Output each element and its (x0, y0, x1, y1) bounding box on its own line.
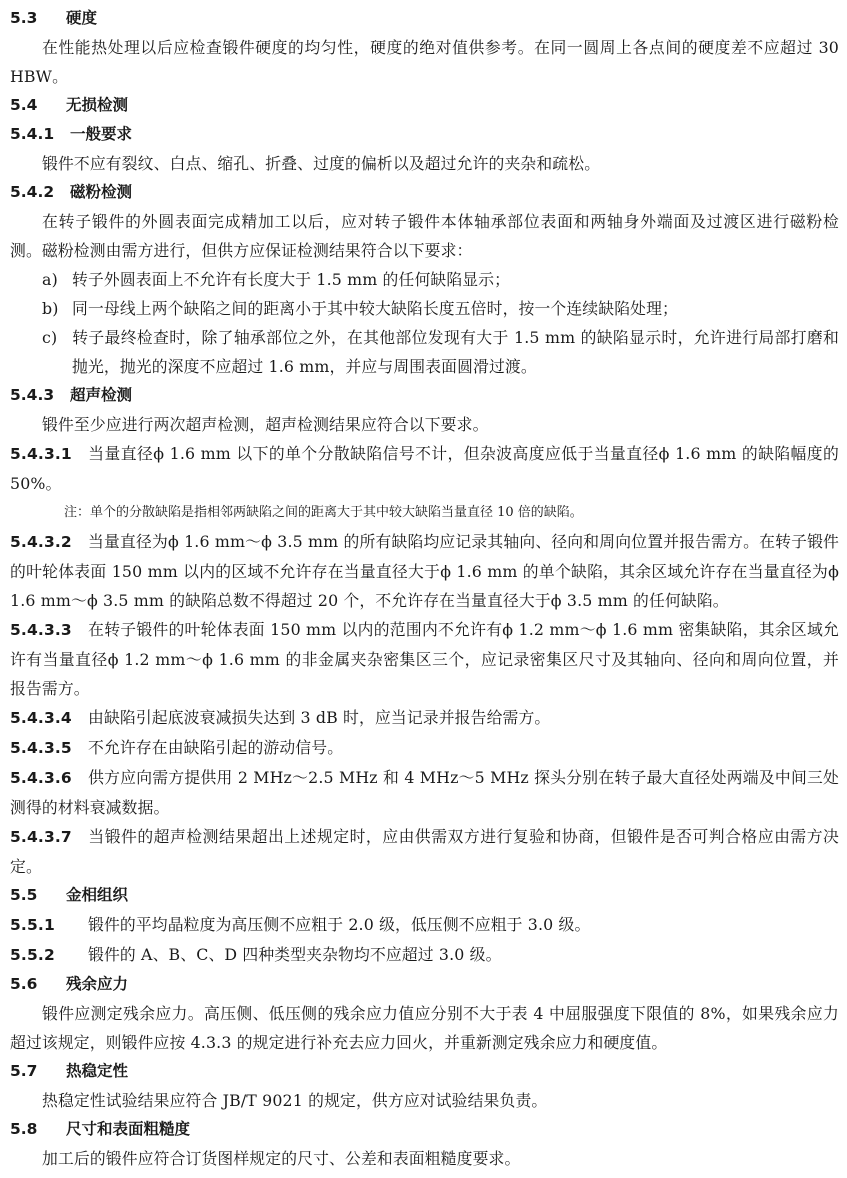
clause (10, 940, 839, 970)
section-title: 尺寸和表面粗糙度 (66, 1120, 191, 1138)
paragraph: 锻件应测定残余应力。高压侧、低压侧的残余应力值应分别不大于表 4 中屈服强度下限值的 8%，如果残余应力超过该规定，则锻件应按 4.3.3 的规定进行补充去应力回火，并重新测定残余应力和硬度值。 (10, 1004, 839, 1052)
clause (10, 733, 839, 763)
note: 注：单个的分散缺陷是指相邻两缺陷之间的距离大于其中较大缺陷当量直径 10 倍的缺陷。 (64, 505, 583, 520)
section-heading (10, 970, 839, 999)
clause-text: 锻件的平均晶粒度为高压侧不应粗于 2.0 级，低压侧不应粗于 3.0 级。 (88, 915, 591, 934)
paragraph: 加工后的锻件应符合订货图样规定的尺寸、公差和表面粗糙度要求。 (42, 1149, 521, 1168)
section-heading (10, 881, 839, 910)
subsection-title: 一般要求 (70, 125, 133, 143)
section-title: 金相组织 (66, 886, 129, 904)
section-number: 5.8 (10, 1120, 38, 1138)
list-marker: c) (42, 328, 58, 347)
list-item-text: 转子最终检查时，除了轴承部位之外，在其他部位发现有大于 1.5 mm 的缺陷显示时，允许进行局部打磨和抛光，抛光的深度不应超过 1.6 mm，并应与周围表面圆滑过渡。 (72, 328, 839, 376)
clause (10, 439, 839, 498)
section-number: 5.5 (10, 886, 38, 904)
paragraph: 锻件至少应进行两次超声检测，超声检测结果应符合以下要求。 (42, 415, 489, 434)
paragraph: 在转子锻件的外圆表面完成精加工以后，应对转子锻件本体轴承部位表面和两轴身外端面及过渡区进行磁粉检测。磁粉检测由需方进行，但供方应保证检测结果符合以下要求： (10, 212, 839, 260)
section-number: 5.4 (10, 96, 38, 114)
clause (10, 763, 839, 822)
subsection-title: 磁粉检测 (70, 183, 133, 201)
paragraph: 在性能热处理以后应检查锻件硬度的均匀性，硬度的绝对值供参考。在同一圆周上各点间的硬度差不应超过 30 HBW。 (10, 38, 839, 86)
clause-number: 5.4.3.7 (10, 828, 72, 846)
list-item-text: 转子外圆表面上不允许有长度大于 1.5 mm 的任何缺陷显示； (72, 270, 511, 289)
clause-text: 在转子锻件的叶轮体表面 150 mm 以内的范围内不允许有ϕ 1.2 mm～ϕ 1.6 mm 密集缺陷，其余区域允许有当量直径ϕ 1.2 mm～ϕ 1.6 mm 的非金属夹杂密集区三个，应记录密集区尺寸及其轴向、径向和周向位置，并报告需方。 (10, 620, 839, 698)
list-item (10, 323, 839, 381)
clause-number: 5.5.2 (10, 946, 55, 964)
subsection-heading (10, 381, 839, 410)
section-heading (10, 1057, 839, 1086)
clause (10, 527, 839, 615)
section-heading (10, 1115, 839, 1144)
clause-number: 5.4.3.4 (10, 709, 72, 727)
paragraph: 热稳定性试验结果应符合 JB/T 9021 的规定，供方应对试验结果负责。 (42, 1091, 548, 1110)
list-marker: a) (42, 270, 58, 289)
clause-number: 5.4.3.2 (10, 533, 72, 551)
clause-number: 5.4.3.6 (10, 769, 72, 787)
clause-text: 由缺陷引起底波衰减损失达到 3 dB 时，应当记录并报告给需方。 (88, 708, 551, 727)
section-number: 5.6 (10, 975, 38, 993)
section-heading (10, 4, 839, 33)
clause-number: 5.4.3.1 (10, 445, 72, 463)
clause-text: 不允许存在由缺陷引起的游动信号。 (88, 738, 344, 757)
clause (10, 703, 839, 733)
clause-text: 当量直径ϕ 1.6 mm 以下的单个分散缺陷信号不计，但杂波高度应低于当量直径ϕ 1.6 mm 的缺陷幅度的 50%。 (10, 444, 839, 493)
section-title: 无损检测 (66, 96, 129, 114)
clause (10, 910, 839, 940)
paragraph: 锻件不应有裂纹、白点、缩孔、折叠、过度的偏析以及超过允许的夹杂和疏松。 (42, 154, 601, 173)
subsection-number: 5.4.3 (10, 386, 55, 404)
section-title: 热稳定性 (66, 1062, 129, 1080)
list-item (10, 294, 839, 323)
clause-text: 当量直径为ϕ 1.6 mm～ϕ 3.5 mm 的所有缺陷均应记录其轴向、径向和周向位置并报告需方。在转子锻件的叶轮体表面 150 mm 以内的区域不允许存在当量直径大于ϕ 1.6 mm 的单个缺陷，其余区域允许存在当量直径为ϕ 1.6 mm～ϕ 3.5 mm 的缺陷总数不得超过 20 个，不允许存在当量直径大于ϕ 3.5 mm 的任何缺陷。 (10, 532, 839, 610)
subsection-number: 5.4.2 (10, 183, 55, 201)
section-number: 5.7 (10, 1062, 38, 1080)
clause-text: 锻件的 A、B、C、D 四种类型夹杂物均不应超过 3.0 级。 (88, 945, 502, 964)
subsection-title: 超声检测 (70, 386, 133, 404)
list-marker: b) (42, 299, 59, 318)
clause-number: 5.5.1 (10, 916, 55, 934)
subsection-heading (10, 120, 839, 149)
clause-number: 5.4.3.3 (10, 621, 72, 639)
clause-text: 当锻件的超声检测结果超出上述规定时，应由供需双方进行复验和协商，但锻件是否可判合格应由需方决定。 (10, 827, 839, 876)
section-number: 5.3 (10, 9, 38, 27)
list-item-text: 同一母线上两个缺陷之间的距离小于其中较大缺陷长度五倍时，按一个连续缺陷处理； (72, 299, 678, 318)
list-item (10, 265, 839, 294)
subsection-heading (10, 178, 839, 207)
clause-text: 供方应向需方提供用 2 MHz～2.5 MHz 和 4 MHz～5 MHz 探头分别在转子最大直径处两端及中间三处测得的材料衰减数据。 (10, 768, 839, 817)
section-title: 硬度 (66, 9, 98, 27)
clause (10, 615, 839, 703)
clause (10, 822, 839, 881)
section-title: 残余应力 (66, 975, 129, 993)
section-heading (10, 91, 839, 120)
clause-number: 5.4.3.5 (10, 739, 72, 757)
subsection-number: 5.4.1 (10, 125, 55, 143)
